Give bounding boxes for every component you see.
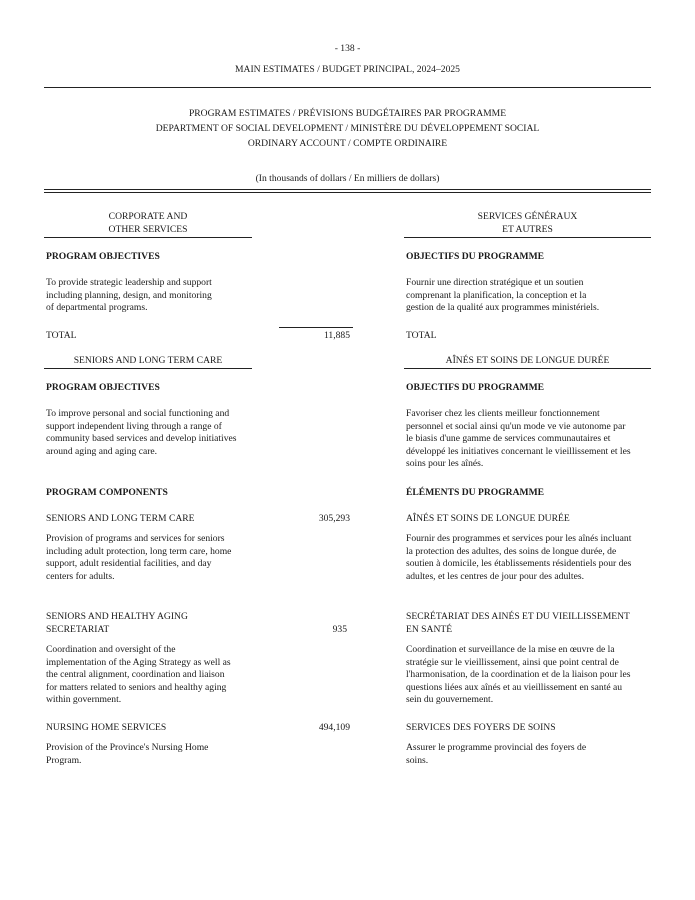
description-line: soins pour les aînés. [406, 458, 484, 470]
seniors-objectives-heading-fr: OBJECTIFS DU PROGRAMME [406, 382, 545, 393]
description-line: community based services and develop initiatives [46, 433, 237, 445]
seniors-description-fr [406, 408, 656, 471]
description-line: including planning, design, and monitoring [46, 289, 212, 301]
component-name-line: SECRETARIAT [46, 623, 110, 635]
component-name-en: SENIORS AND LONG TERM CARE [46, 513, 195, 524]
description-line: Provision of the Province's Nursing Home [46, 742, 209, 753]
corporate-total-label-fr: TOTAL [406, 330, 437, 341]
corporate-description-fr [406, 277, 656, 315]
corporate-total-label-en: TOTAL [46, 330, 77, 341]
description-line: within government. [46, 694, 122, 706]
seniors-heading-fr-underline [404, 368, 651, 369]
corporate-heading-en-line1: CORPORATE AND [108, 211, 188, 222]
seniors-objectives-heading-en: PROGRAM OBJECTIVES [46, 382, 160, 393]
corporate-heading-en-underline [44, 237, 252, 238]
component-name-fr [406, 611, 656, 636]
description-line: Coordination and oversight of the [46, 644, 176, 655]
component-description-fr [406, 742, 656, 767]
description-line: support, adult residential facilities, and day [46, 558, 212, 570]
description-line: implementation of the Aging Strategy as well as [46, 656, 231, 668]
component-description-fr [406, 644, 656, 707]
description-line: Program. [46, 754, 82, 766]
component-amount: 305,293 [318, 513, 350, 524]
corporate-heading-fr-line2: ET AUTRES [502, 224, 553, 235]
description-line: centers for adults. [46, 570, 115, 582]
description-line: the central alignment, coordination and liaison [46, 669, 225, 681]
description-line: sein du gouvernement. [406, 694, 494, 706]
units-note: (In thousands of dollars / En milliers de dollars) [255, 173, 440, 184]
page-number: - 138 - [334, 43, 361, 54]
double-rule-bottom [44, 192, 651, 193]
corporate-total-value: 11,885 [323, 330, 350, 341]
title-line-account: ORDINARY ACCOUNT / COMPTE ORDINAIRE [247, 138, 448, 149]
description-line: comprenant la planification, la conception et la [406, 289, 587, 301]
description-line: développé les initiatives concernant le vieillissement et les [406, 445, 631, 457]
seniors-heading-en: SENIORS AND LONG TERM CARE [73, 355, 223, 366]
description-line: soutien à domicile, les établissements résidentiels pour des [406, 558, 632, 570]
description-line: Provision of programs and services for seniors [46, 533, 225, 544]
corporate-objectives-heading-en: PROGRAM OBJECTIVES [46, 251, 160, 262]
component-name-fr: SERVICES DES FOYERS DE SOINS [406, 722, 556, 733]
component-description-en [46, 644, 276, 707]
component-name-line: SENIORS AND HEALTHY AGING [46, 611, 188, 622]
component-name-en: NURSING HOME SERVICES [46, 722, 167, 733]
component-name-line: EN SANTÉ [406, 623, 453, 635]
description-line: stratégie sur le vieillissement, ainsi que point central de [406, 656, 619, 668]
description-line: including adult protection, long term care, home [46, 545, 232, 557]
description-line: of departmental programs. [46, 302, 148, 314]
double-rule-top [44, 189, 651, 190]
description-line: la protection des adultes, des soins de longue durée, de [406, 545, 617, 557]
seniors-description-en [46, 408, 276, 458]
component-description-en [46, 533, 276, 583]
description-line: l'harmonisation, de la coordination et de la liaison pour les [406, 669, 631, 681]
description-line: personnel et social ainsi qu'un mode ve vie autonome par [406, 420, 626, 432]
description-line: Favoriser chez les clients meilleur fonctionnement [406, 408, 600, 419]
corporate-heading-fr-underline [404, 237, 651, 238]
description-line: around aging and aging care. [46, 445, 158, 457]
component-description-fr [406, 533, 656, 583]
component-amount: 935 [332, 624, 347, 635]
seniors-heading-en-underline [44, 368, 252, 369]
component-name-fr: AÎNÉS ET SOINS DE LONGUE DURÉE [406, 513, 570, 524]
component-name-en [46, 611, 276, 636]
header-rule [44, 87, 651, 88]
description-line: support independent living through a range of [46, 420, 222, 432]
corporate-heading-en-line2: OTHER SERVICES [108, 224, 188, 235]
title-line-program-estimates: PROGRAM ESTIMATES / PRÉVISIONS BUDGÉTAIRES PAR PROGRAMME [188, 108, 507, 119]
running-header: MAIN ESTIMATES / BUDGET PRINCIPAL, 2024–2025 [235, 64, 460, 75]
description-line: Assurer le programme provincial des foyers de [406, 742, 587, 753]
corporate-description-en [46, 277, 276, 315]
description-line: gestion de la qualité aux programmes ministériels. [406, 302, 600, 314]
description-line: for matters related to seniors and healthy aging [46, 681, 227, 693]
description-line: adultes, et les centres de jour pour des adultes. [406, 570, 584, 582]
description-line: le biasis d'une gamme de services communautaires et [406, 433, 611, 445]
component-amount: 494,109 [318, 722, 350, 733]
corporate-heading-fr-line1: SERVICES GÉNÉRAUX [477, 211, 578, 222]
seniors-heading-fr: AÎNÉS ET SOINS DE LONGUE DURÉE [445, 355, 610, 366]
description-line: To provide strategic leadership and support [46, 277, 212, 288]
corporate-objectives-heading-fr: OBJECTIFS DU PROGRAMME [406, 251, 545, 262]
total-rule [279, 327, 353, 328]
description-line: questions liées aux aînés et au vieillissement en santé au [406, 681, 623, 693]
description-line: soins. [406, 754, 429, 766]
description-line: To improve personal and social functioning and [46, 408, 230, 419]
seniors-components-heading-en: PROGRAM COMPONENTS [46, 487, 168, 498]
component-description-en [46, 742, 276, 767]
component-name-line: SECRÉTARIAT DES AINÉS ET DU VIEILLISSEMENT [406, 611, 630, 622]
description-line: Coordination et surveillance de la mise en œuvre de la [406, 644, 615, 655]
title-line-department: DEPARTMENT OF SOCIAL DEVELOPMENT / MINISTÈRE DU DÉVELOPPEMENT SOCIAL [155, 123, 540, 134]
description-line: Fournir une direction stratégique et un soutien [406, 277, 584, 288]
seniors-components-heading-fr: ÉLÉMENTS DU PROGRAMME [406, 487, 545, 498]
description-line: Fournir des programmes et services pour les aînés incluant [406, 533, 632, 544]
